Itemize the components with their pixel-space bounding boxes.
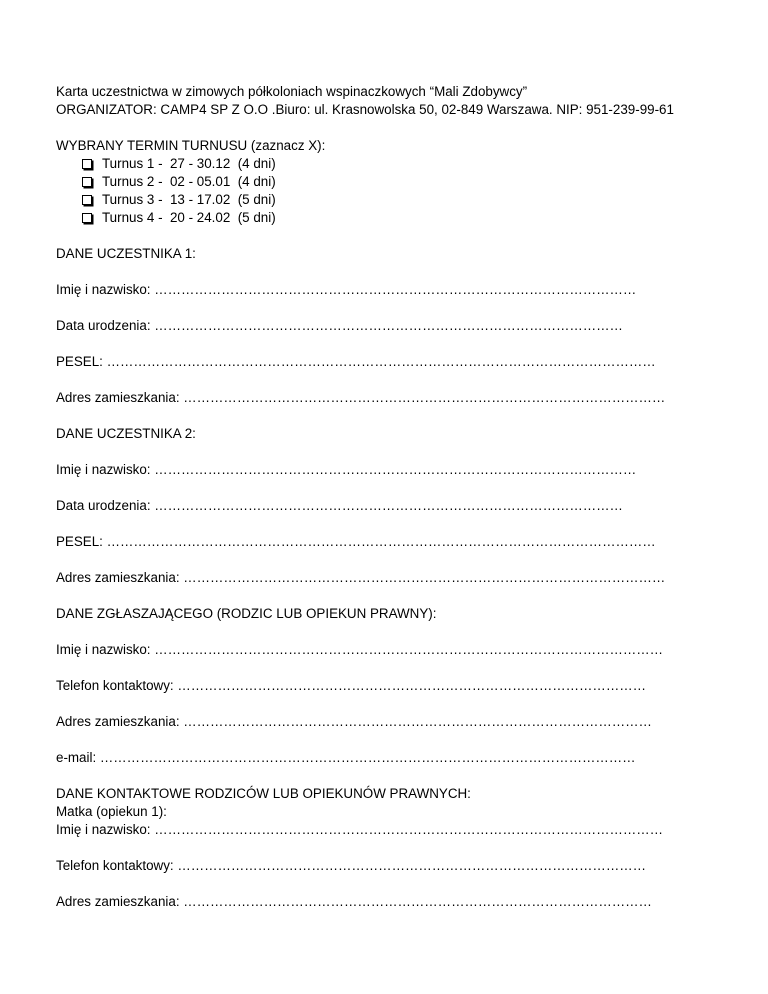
contacts-subheading: Matka (opiekun 1):: [56, 804, 167, 819]
participant2-address-field[interactable]: Adres zamieszkania: ………………………………………………………………………………………………: [56, 570, 666, 585]
form-title: Karta uczestnictwa w zimowych półkoloniach wspinaczkowych “Mali Zdobywcy”: [56, 84, 528, 99]
applicant-phone-field[interactable]: Telefon kontaktowy: ……………………………………………………………………………………………: [56, 678, 646, 693]
checkbox-icon[interactable]: [82, 177, 92, 187]
participant1-birth-field[interactable]: Data urodzenia: ……………………………………………………………………………………………: [56, 318, 623, 333]
participant2-pesel-field[interactable]: PESEL: ……………………………………………………………………………………………………………: [56, 534, 656, 549]
form-page: [56, 83, 746, 911]
term-option-label: Turnus 4 - 20 - 24.02 (5 dni): [102, 210, 276, 225]
contacts-heading: DANE KONTAKTOWE RODZICÓW LUB OPIEKUNÓW PRAWNYCH:: [56, 786, 471, 801]
term-option-4[interactable]: [56, 209, 746, 227]
participant1-heading: DANE UCZESTNIKA 1:: [56, 246, 196, 261]
term-option-1[interactable]: [56, 155, 746, 173]
participant2-name-field[interactable]: Imię i nazwisko: ………………………………………………………………………………………………: [56, 462, 637, 477]
applicant-heading: DANE ZGŁASZAJĄCEGO (RODZIC LUB OPIEKUN PRAWNY):: [56, 606, 437, 621]
term-option-2[interactable]: [56, 173, 746, 191]
participant2-heading: DANE UCZESTNIKA 2:: [56, 426, 196, 441]
applicant-name-field[interactable]: Imię i nazwisko: ……………………………………………………………………………………………………: [56, 642, 664, 657]
checkbox-icon[interactable]: [82, 195, 92, 205]
checkbox-icon[interactable]: [82, 213, 92, 223]
contact-phone-field[interactable]: Telefon kontaktowy: ……………………………………………………………………………………………: [56, 858, 646, 873]
participant2-birth-field[interactable]: Data urodzenia: ……………………………………………………………………………………………: [56, 498, 623, 513]
organizer-info: ORGANIZATOR: CAMP4 SP Z O.O .Biuro: ul. Krasnowolska 50, 02-849 Warszawa. NIP: 951-239-99-61: [56, 102, 674, 117]
term-option-label: Turnus 1 - 27 - 30.12 (4 dni): [102, 156, 276, 171]
term-option-label: Turnus 3 - 13 - 17.02 (5 dni): [102, 192, 276, 207]
checkbox-icon[interactable]: [82, 159, 92, 169]
term-checklist: [56, 155, 746, 227]
participant1-pesel-field[interactable]: PESEL: ……………………………………………………………………………………………………………: [56, 354, 656, 369]
contact-address-field[interactable]: Adres zamieszkania: ……………………………………………………………………………………………: [56, 894, 652, 909]
participant1-name-field[interactable]: Imię i nazwisko: ………………………………………………………………………………………………: [56, 282, 637, 297]
term-option-3[interactable]: [56, 191, 746, 209]
term-heading: WYBRANY TERMIN TURNUSU (zaznacz X):: [56, 138, 326, 153]
applicant-email-field[interactable]: e-mail: …………………………………………………………………………………………………………: [56, 750, 636, 765]
participant1-address-field[interactable]: Adres zamieszkania: ………………………………………………………………………………………………: [56, 390, 666, 405]
term-option-label: Turnus 2 - 02 - 05.01 (4 dni): [102, 174, 276, 189]
applicant-address-field[interactable]: Adres zamieszkania: ……………………………………………………………………………………………: [56, 714, 652, 729]
contact-name-field[interactable]: Imię i nazwisko: ……………………………………………………………………………………………………: [56, 822, 664, 837]
